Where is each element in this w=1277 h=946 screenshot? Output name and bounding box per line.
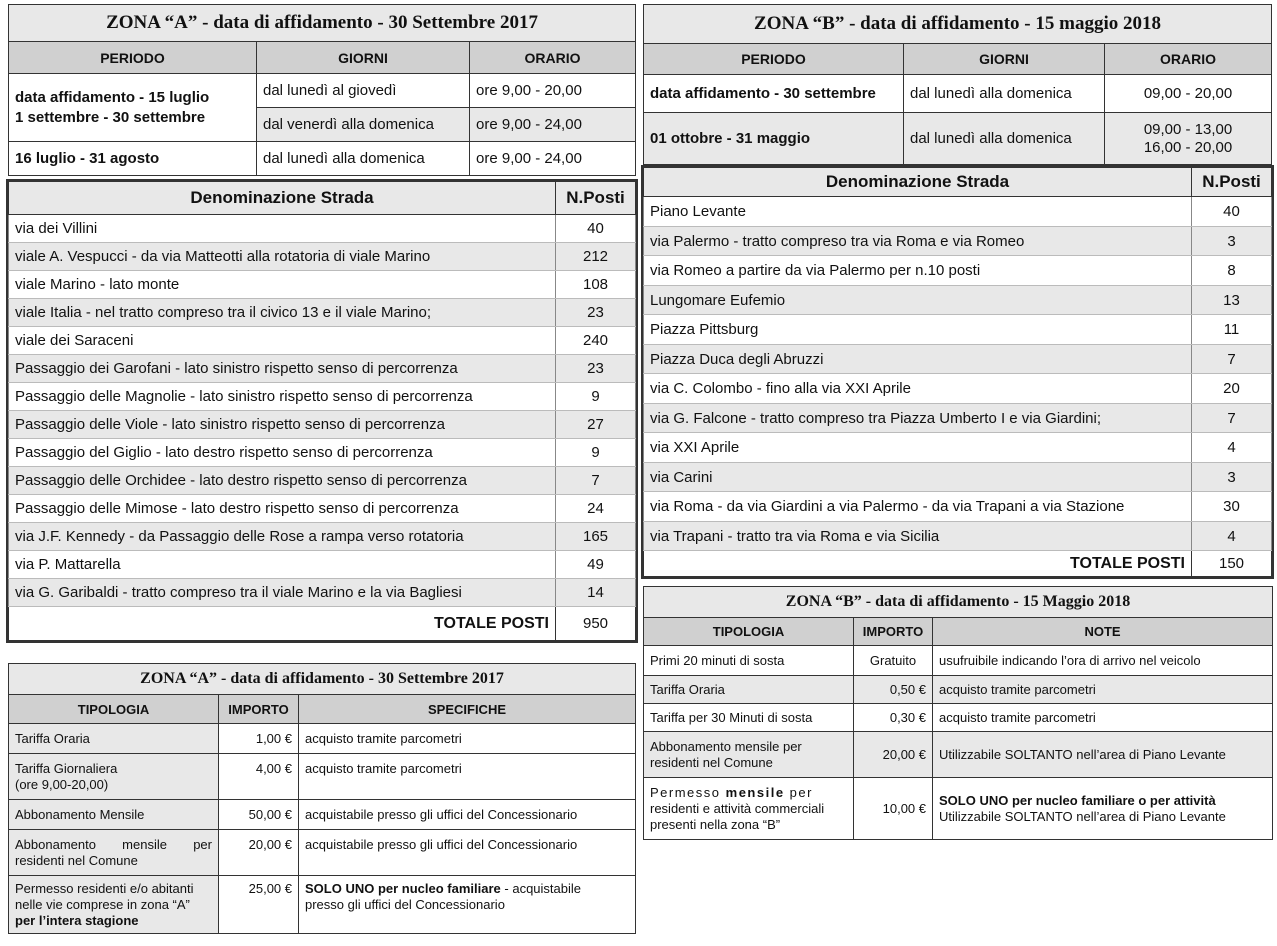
street-posti: 11: [1192, 315, 1272, 345]
street-posti: 40: [1192, 197, 1272, 227]
tipologia-cell: [9, 754, 219, 800]
header-periodo: PERIODO: [9, 42, 257, 74]
giorni-cell: dal venerdì alla domenica: [257, 108, 470, 142]
tipologia-part: mensile: [725, 784, 785, 800]
tipologia-cell: [644, 778, 854, 840]
giorni-cell: dal lunedì alla domenica: [904, 75, 1105, 113]
street-name: via G. Garibaldi - tratto compreso tra il viale Marino e la via Bagliesi: [9, 579, 556, 607]
zona-b-title: ZONA “B” - data di affidamento - 15 maggio 2018: [644, 5, 1272, 44]
note-cell: Utilizzabile SOLTANTO nell’area di Piano Levante: [933, 732, 1273, 778]
header-note: NOTE: [933, 618, 1273, 646]
street-name: viale dei Saraceni: [9, 327, 556, 355]
totale-value: 150: [1192, 551, 1272, 577]
orario-cell: 09,00 - 20,00: [1105, 75, 1272, 113]
street-name: via P. Mattarella: [9, 551, 556, 579]
table-row: [644, 374, 1272, 404]
street-name: via Trapani - tratto tra via Roma e via Sicilia: [644, 522, 1192, 551]
tipologia-line: Abbonamento mensile per: [15, 836, 212, 852]
street-posti: 23: [556, 299, 636, 327]
street-name: Piano Levante: [644, 197, 1192, 227]
spec-bold: SOLO UNO per nucleo familiare: [305, 881, 501, 896]
street-posti: 7: [1192, 345, 1272, 374]
header-importo: IMPORTO: [219, 695, 299, 724]
note-cell: usufruibile indicando l’ora di arrivo nel veicolo: [933, 646, 1273, 676]
header-giorni: GIORNI: [257, 42, 470, 74]
tariffe-zona-b: [643, 586, 1273, 840]
street-name: Passaggio delle Mimose - lato destro rispetto senso di percorrenza: [9, 495, 556, 523]
street-name: via dei Villini: [9, 215, 556, 243]
table-row: [9, 355, 636, 383]
tariffe-zona-a: [8, 663, 636, 934]
table-row: [9, 327, 636, 355]
header-orario: ORARIO: [470, 42, 636, 74]
importo-cell: 0,50 €: [854, 676, 933, 704]
table-row: [9, 439, 636, 467]
street-posti: 8: [1192, 256, 1272, 286]
zona-a-period-1: [9, 74, 257, 142]
streets-header-name: Denominazione Strada: [9, 182, 556, 215]
specifiche-cell: acquistabile presso gli uffici del Concessionario: [299, 830, 636, 876]
zona-a-period-2: 16 luglio - 31 agosto: [9, 142, 257, 176]
table-row: [644, 197, 1272, 227]
table-row: [9, 271, 636, 299]
table-row: [644, 433, 1272, 463]
street-posti: 27: [556, 411, 636, 439]
street-posti: 3: [1192, 227, 1272, 256]
header-periodo: PERIODO: [644, 44, 904, 75]
street-name: via C. Colombo - fino alla via XXI Aprile: [644, 374, 1192, 404]
table-row: [644, 256, 1272, 286]
zona-b-period-2: 01 ottobre - 31 maggio: [644, 113, 904, 165]
importo-cell: 50,00 €: [219, 800, 299, 830]
zona-a-schedule: [8, 4, 636, 176]
street-name: Piazza Pittsburg: [644, 315, 1192, 345]
table-row: [644, 522, 1272, 551]
header-tipologia: TIPOLOGIA: [9, 695, 219, 724]
street-posti: 108: [556, 271, 636, 299]
street-posti: 212: [556, 243, 636, 271]
tipologia-cell: [9, 830, 219, 876]
tipologia-line: (ore 9,00-20,00): [15, 776, 109, 792]
table-row: [644, 286, 1272, 315]
header-giorni: GIORNI: [904, 44, 1105, 75]
tipologia-cell: Tariffa Oraria: [9, 724, 219, 754]
tipologia-cell: Tariffa Oraria: [644, 676, 854, 704]
zona-a-streets: [8, 181, 636, 641]
note-line: Utilizzabile SOLTANTO nell’area di Piano Levante: [939, 808, 1226, 824]
street-posti: 9: [556, 383, 636, 411]
street-posti: 165: [556, 523, 636, 551]
tipologia-line: residenti nel Comune: [15, 852, 138, 868]
totale-label: TOTALE POSTI: [644, 551, 1192, 577]
period-1-line-2: 1 settembre - 30 settembre: [15, 108, 206, 126]
tariffe-a-title: ZONA “A” - data di affidamento - 30 Settembre 2017: [9, 664, 636, 695]
table-row: [644, 463, 1272, 492]
table-row: [9, 579, 636, 607]
streets-header-name: Denominazione Strada: [644, 168, 1192, 197]
street-name: via XXI Aprile: [644, 433, 1192, 463]
tipologia-line: per l’intera stagione: [15, 912, 139, 928]
street-name: via Romeo a partire da via Palermo per n.10 posti: [644, 256, 1192, 286]
spec-rest: - acquistabile: [500, 881, 581, 896]
street-posti: 23: [556, 355, 636, 383]
street-posti: 9: [556, 439, 636, 467]
table-row: [644, 227, 1272, 256]
table-row: [9, 411, 636, 439]
orario-cell: ore 9,00 - 24,00: [470, 142, 636, 176]
street-posti: 24: [556, 495, 636, 523]
period-1-line-1: data affidamento - 15 luglio: [15, 88, 210, 106]
table-row: [9, 551, 636, 579]
tipologia-line: Permesso residenti e/o abitanti: [15, 880, 194, 896]
street-posti: 4: [1192, 522, 1272, 551]
tipologia-line: presenti nella zona “B”: [650, 816, 781, 832]
street-posti: 7: [1192, 404, 1272, 433]
street-name: Passaggio delle Orchidee - lato destro rispetto senso di percorrenza: [9, 467, 556, 495]
totale-value: 950: [556, 607, 636, 641]
table-row: [9, 467, 636, 495]
street-name: via J.F. Kennedy - da Passaggio delle Rose a rampa verso rotatoria: [9, 523, 556, 551]
tipologia-line: residenti nel Comune: [650, 754, 773, 770]
totale-label: TOTALE POSTI: [9, 607, 556, 641]
street-name: via Roma - da via Giardini a via Palermo - da via Trapani a via Stazione: [644, 492, 1192, 522]
note-cell: [933, 778, 1273, 840]
tariffe-b-title: ZONA “B” - data di affidamento - 15 Maggio 2018: [644, 587, 1273, 618]
street-name: Passaggio del Giglio - lato destro rispetto senso di percorrenza: [9, 439, 556, 467]
orario-line-1: 09,00 - 13,00: [1143, 120, 1233, 138]
street-name: via G. Falcone - tratto compreso tra Piazza Umberto I e via Giardini;: [644, 404, 1192, 433]
importo-cell: 10,00 €: [854, 778, 933, 840]
table-row: [9, 243, 636, 271]
header-tipologia: TIPOLOGIA: [644, 618, 854, 646]
street-name: Lungomare Eufemio: [644, 286, 1192, 315]
street-posti: 13: [1192, 286, 1272, 315]
streets-header-posti: N.Posti: [556, 182, 636, 215]
orario-cell: ore 9,00 - 20,00: [470, 74, 636, 108]
importo-cell: 20,00 €: [854, 732, 933, 778]
tipologia-cell: [9, 876, 219, 934]
table-row: [9, 215, 636, 243]
street-name: Passaggio delle Viole - lato sinistro rispetto senso di percorrenza: [9, 411, 556, 439]
street-posti: 7: [556, 467, 636, 495]
tipologia-line: Abbonamento mensile per: [650, 738, 802, 754]
importo-cell: 20,00 €: [219, 830, 299, 876]
giorni-cell: dal lunedì alla domenica: [257, 142, 470, 176]
tipologia-cell: Tariffa per 30 Minuti di sosta: [644, 704, 854, 732]
tipologia-cell: Abbonamento Mensile: [9, 800, 219, 830]
table-row: [9, 383, 636, 411]
street-name: Passaggio delle Magnolie - lato sinistro rispetto senso di percorrenza: [9, 383, 556, 411]
table-row: [644, 345, 1272, 374]
specifiche-cell: acquistabile presso gli uffici del Concessionario: [299, 800, 636, 830]
street-name: viale A. Vespucci - da via Matteotti alla rotatoria di viale Marino: [9, 243, 556, 271]
street-posti: 20: [1192, 374, 1272, 404]
orario-line-2: 16,00 - 20,00: [1143, 138, 1233, 156]
tipologia-line: nelle vie comprese in zona “A”: [15, 896, 190, 912]
importo-cell: Gratuito: [854, 646, 933, 676]
header-orario: ORARIO: [1105, 44, 1272, 75]
tipologia-cell: Primi 20 minuti di sosta: [644, 646, 854, 676]
street-name: via Palermo - tratto compreso tra via Roma e via Romeo: [644, 227, 1192, 256]
giorni-cell: dal lunedì al giovedì: [257, 74, 470, 108]
header-importo: IMPORTO: [854, 618, 933, 646]
importo-cell: 4,00 €: [219, 754, 299, 800]
zona-b-streets: [643, 167, 1272, 577]
importo-cell: 25,00 €: [219, 876, 299, 934]
street-name: viale Marino - lato monte: [9, 271, 556, 299]
street-name: Passaggio dei Garofani - lato sinistro rispetto senso di percorrenza: [9, 355, 556, 383]
tipologia-line: Tariffa Giornaliera: [15, 760, 118, 776]
zona-a-title: ZONA “A” - data di affidamento - 30 Settembre 2017: [9, 5, 636, 42]
tipologia-line: residenti e attività commerciali: [650, 800, 825, 816]
specifiche-cell: [299, 876, 636, 934]
table-row: [9, 299, 636, 327]
street-posti: 49: [556, 551, 636, 579]
table-row: [9, 523, 636, 551]
table-row: [644, 315, 1272, 345]
note-cell: acquisto tramite parcometri: [933, 704, 1273, 732]
spec-line: presso gli uffici del Concessionario: [305, 897, 505, 912]
street-posti: 30: [1192, 492, 1272, 522]
note-cell: acquisto tramite parcometri: [933, 676, 1273, 704]
street-posti: 4: [1192, 433, 1272, 463]
street-name: via Carini: [644, 463, 1192, 492]
tipologia-part: Permesso: [650, 784, 726, 800]
orario-cell: [1105, 113, 1272, 165]
zona-b-schedule: [643, 4, 1272, 165]
note-bold: SOLO UNO per nucleo familiare o per attività: [939, 792, 1216, 808]
specifiche-cell: acquisto tramite parcometri: [299, 724, 636, 754]
header-specifiche: SPECIFICHE: [299, 695, 636, 724]
table-row: [9, 495, 636, 523]
importo-cell: 0,30 €: [854, 704, 933, 732]
zona-b-period-1: data affidamento - 30 settembre: [644, 75, 904, 113]
table-row: [644, 404, 1272, 433]
importo-cell: 1,00 €: [219, 724, 299, 754]
street-posti: 14: [556, 579, 636, 607]
table-row: [644, 492, 1272, 522]
specifiche-cell: acquisto tramite parcometri: [299, 754, 636, 800]
giorni-cell: dal lunedì alla domenica: [904, 113, 1105, 165]
streets-header-posti: N.Posti: [1192, 168, 1272, 197]
tipologia-part: per: [784, 784, 813, 800]
tipologia-cell: [644, 732, 854, 778]
orario-cell: ore 9,00 - 24,00: [470, 108, 636, 142]
street-posti: 3: [1192, 463, 1272, 492]
street-posti: 40: [556, 215, 636, 243]
street-posti: 240: [556, 327, 636, 355]
street-name: viale Italia - nel tratto compreso tra il civico 13 e il viale Marino;: [9, 299, 556, 327]
street-name: Piazza Duca degli Abruzzi: [644, 345, 1192, 374]
